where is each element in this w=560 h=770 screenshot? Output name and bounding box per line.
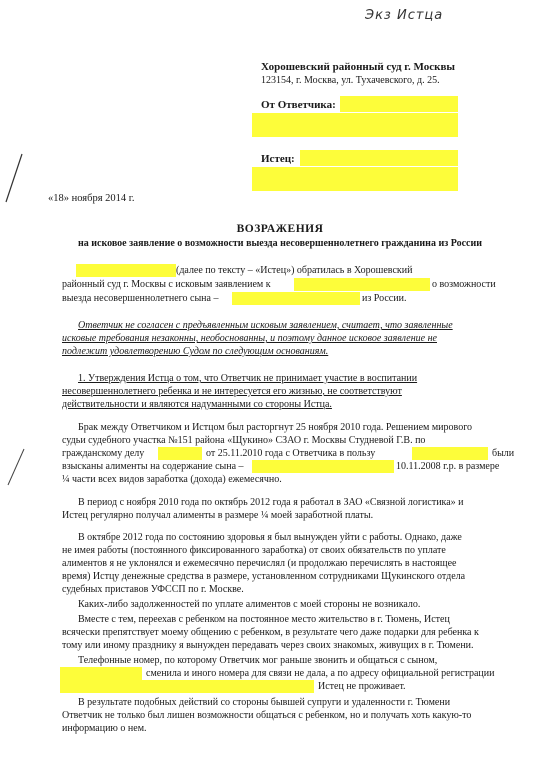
handwritten-note: Экз Истца — [365, 8, 444, 23]
redaction-highlight — [252, 460, 394, 473]
defendant-label: От Ответчика: — [261, 99, 336, 111]
paragraph-line: В октябре 2012 года по состоянию здоровья я был вынужден уйти с работы. Однако, даже — [78, 532, 462, 543]
margin-pen-mark — [0, 445, 30, 495]
paragraph-line: судебных приставов УФССП по г. Москве. — [62, 584, 244, 595]
redaction-highlight — [232, 292, 360, 305]
paragraph-line: 1. Утверждения Истца о том, что Ответчик не принимает участие в воспитании — [78, 373, 418, 384]
paragraph-line: Ответчик не только был лишен возможности общаться с ребенком, но и получать хоть какую-то — [62, 710, 472, 721]
paragraph-line: несовершеннолетнего ребенка и не интересуется его жизнью, не соответствуют — [62, 386, 402, 397]
paragraph-line: Каких-либо задолженностей по уплате алиментов с моей стороны не возникало. — [78, 599, 421, 610]
paragraph-line: были — [492, 448, 515, 459]
paragraph-line: не имея работы (постоянного фиксированного заработка) от своих обязательств по уплате — [62, 545, 446, 556]
paragraph-line: действительности и являются надуманными со стороны Истца. — [62, 399, 332, 410]
redaction-highlight — [76, 264, 176, 277]
document-title: ВОЗРАЖЕНИЯ — [236, 223, 324, 235]
paragraph-line: тому или иному празднику я вынужден передавать через своих знакомых, живущих в г. Тюмени. — [62, 640, 474, 651]
paragraph-line: сменила и иного номера для связи не дала, а по адресу официальной регистрации — [146, 668, 495, 679]
document-date: «18» ноября 2014 г. — [48, 193, 135, 204]
paragraph-line: информацию о нем. — [62, 723, 147, 734]
paragraph-line: Истец регулярно получал алименты в размере ¼ моей заработной платы. — [62, 510, 374, 521]
redaction-highlight — [340, 96, 458, 112]
paragraph-line: В результате подобных действий со стороны бывшей супруги и удаленности г. Тюмени — [78, 697, 451, 708]
paragraph-line: исковые требования незаконны, необоснованны, и поэтому данное исковое заявление не — [62, 333, 437, 344]
paragraph-line: алиментов я не уклонялся и ежемесячно перечислял (и продолжаю перечислять в настоящее — [62, 558, 457, 569]
redaction-highlight — [252, 113, 458, 137]
redaction-highlight — [60, 667, 142, 680]
paragraph-line: районный суд г. Москвы с исковым заявлением к — [62, 279, 271, 290]
court-address: 123154, г. Москва, ул. Тухачевского, д. 25. — [261, 75, 440, 86]
document-subtitle: на исковое заявление о возможности выезда несовершеннолетнего гражданина из России — [77, 238, 482, 249]
paragraph-line: гражданскому делу — [62, 448, 145, 459]
redaction-highlight — [60, 680, 314, 693]
paragraph-line: В период с ноября 2010 года по октябрь 2012 года я работал в ЗАО «Связной логистика» и — [78, 497, 464, 508]
paragraph-line: выезда несовершеннолетнего сына – — [62, 293, 219, 304]
paragraph-line: время) Истцу денежные средства в размере, установленном сотрудниками Щукинского отдела — [62, 571, 466, 582]
court-title: Хорошевский районный суд г. Москвы — [261, 61, 456, 73]
paragraph-line: взысканы алименты на содержание сына – — [62, 461, 244, 472]
paragraph-line: ¼ части всех видов заработка (дохода) ежемесячно. — [62, 474, 282, 485]
paragraph-line: о возможности — [432, 279, 496, 290]
redaction-highlight — [252, 167, 458, 191]
paragraph-line: всячески препятствует моему общению с ребенком, в результате чего даже подарки для ребенка к — [62, 627, 479, 638]
paragraph-line: от 25.11.2010 года с Ответчика в пользу — [206, 448, 376, 459]
paragraph-line: (далее по тексту – «Истец») обратилась в Хорошевский — [176, 265, 413, 276]
paragraph-line: из России. — [362, 293, 407, 304]
redaction-highlight — [300, 150, 458, 166]
redaction-highlight — [412, 447, 488, 460]
redaction-highlight — [158, 447, 202, 460]
plaintiff-label: Истец: — [261, 153, 295, 165]
paragraph-line: Телефонные номер, по которому Ответчик мог раньше звонить и общаться с сыном, — [78, 655, 438, 666]
paragraph-line: 10.11.2008 г.р. в размере — [396, 461, 500, 472]
paragraph-line: судьи судебного участка №151 района «Щукино» СЗАО г. Москвы Студневой Г.В. по — [62, 435, 426, 446]
paragraph-line: Истец не проживает. — [318, 681, 406, 692]
paragraph-line: Вместе с тем, переехав с ребенком на постоянное место жительство в г. Тюмень, Истец — [78, 614, 450, 625]
paragraph-line: подлежит удовлетворению Судом по следующим основаниям. — [62, 346, 329, 357]
paragraph-line: Ответчик не согласен с предъявленным исковым заявлением, считает, что заявленные — [78, 320, 453, 331]
paragraph-line: Брак между Ответчиком и Истцом был расторгнут 25 ноября 2010 года. Решением мирового — [78, 422, 473, 433]
redaction-highlight — [294, 278, 430, 291]
margin-pen-mark — [0, 150, 30, 210]
